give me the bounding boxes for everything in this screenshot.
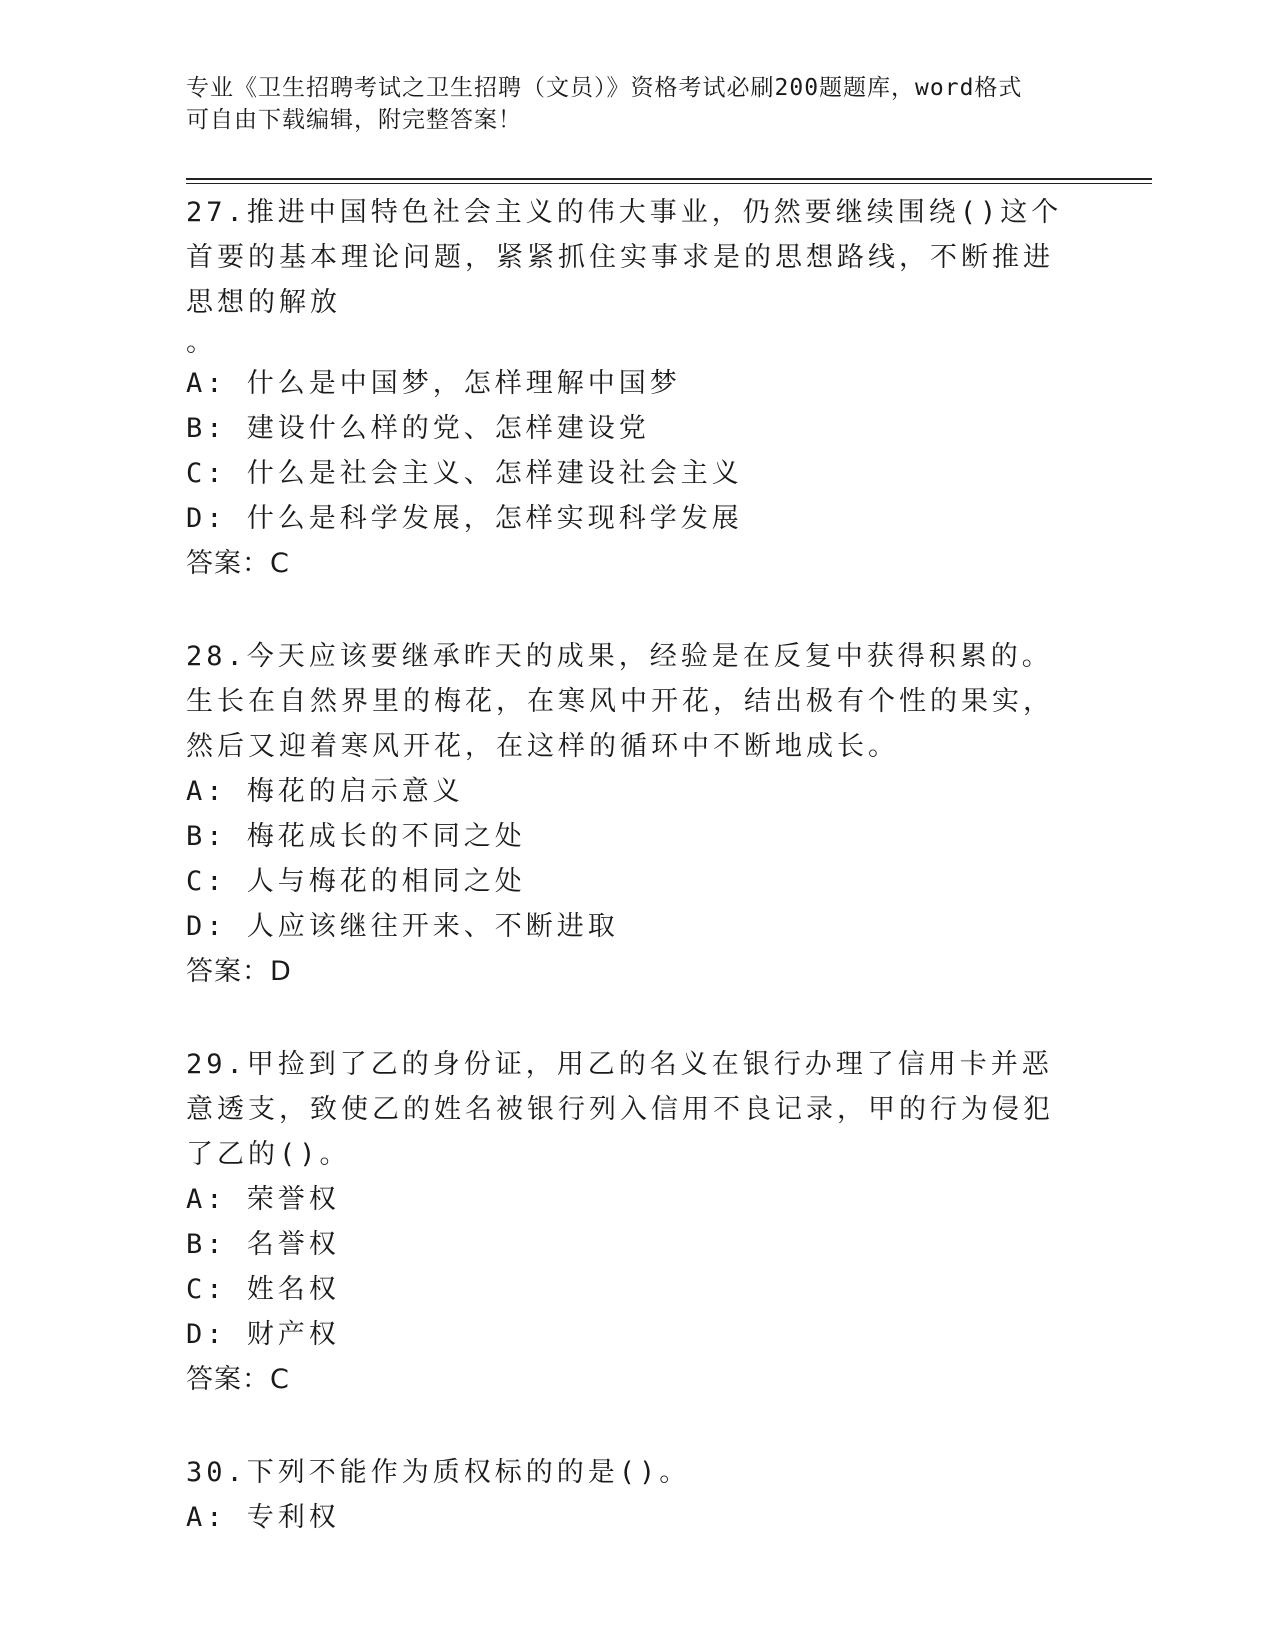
answer: 答案：D	[186, 956, 292, 987]
header-divider-thick	[186, 178, 1152, 180]
header-divider-thin	[186, 183, 1152, 184]
question-28	[186, 630, 1066, 994]
option-c: C: 姓名权	[186, 1274, 340, 1305]
option-b: B: 建设什么样的党、怎样建设党	[186, 413, 650, 444]
question-stem: 27.推进中国特色社会主义的伟大事业，仍然要继续围绕()这个首要的基本理论问题，紧紧抓住实事求是的思想路线，不断推进思想的解放	[186, 197, 1063, 318]
option-b: B: 名誉权	[186, 1229, 340, 1260]
question-29	[186, 1038, 1066, 1402]
option-c: C: 什么是社会主义、怎样建设社会主义	[186, 458, 743, 489]
option-a: A: 荣誉权	[186, 1184, 340, 1215]
option-d: D: 人应该继往开来、不断进取	[186, 911, 619, 942]
question-27	[186, 186, 1066, 586]
option-a: A: 梅花的启示意义	[186, 776, 464, 807]
question-30	[186, 1446, 1066, 1540]
question-list	[186, 186, 1066, 1584]
option-b: B: 梅花成长的不同之处	[186, 821, 526, 852]
header-line-2: 可自由下载编辑，附完整答案！	[186, 107, 522, 133]
option-d: D: 财产权	[186, 1319, 340, 1350]
option-a: A: 什么是中国梦，怎样理解中国梦	[186, 368, 681, 399]
document-header	[186, 72, 1066, 136]
question-stem: 28.今天应该要继承昨天的成果，经验是在反复中获得积累的。生长在自然界里的梅花，在寒风中开花，结出极有个性的果实，然后又迎着寒风开花，在这样的循环中不断地成长。	[186, 641, 1054, 762]
question-stem-tail: 。	[186, 327, 217, 358]
option-d: D: 什么是科学发展，怎样实现科学发展	[186, 503, 743, 534]
question-stem: 30.下列不能作为质权标的的是()。	[186, 1457, 691, 1488]
option-a: A: 专利权	[186, 1502, 340, 1533]
answer: 答案：C	[186, 548, 290, 579]
question-stem: 29.甲捡到了乙的身份证，用乙的名义在银行办理了信用卡并恶意透支，致使乙的姓名被银行列入信用不良记录，甲的行为侵犯了乙的()。	[186, 1049, 1054, 1170]
header-line-1: 专业《卫生招聘考试之卫生招聘（文员）》资格考试必刷200题题库，word格式	[186, 75, 1023, 101]
answer: 答案：C	[186, 1364, 290, 1395]
option-c: C: 人与梅花的相同之处	[186, 866, 526, 897]
